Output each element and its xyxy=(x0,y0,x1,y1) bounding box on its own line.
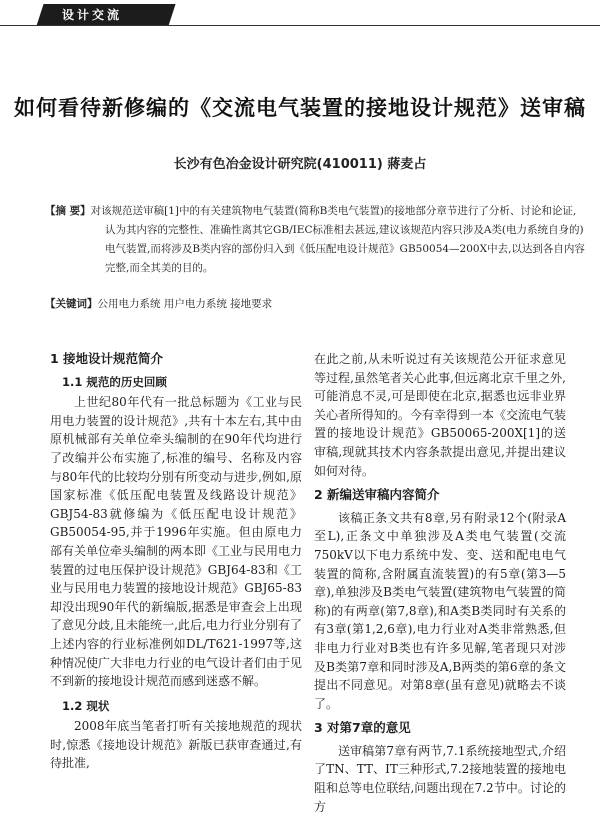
left-column xyxy=(50,350,302,779)
keywords-label: 【关键词】 xyxy=(45,298,98,310)
keywords-text: 公用电力系统 用户电力系统 接地要求 xyxy=(97,298,273,310)
abstract-text: 对该规范送审稿[1]中的有关建筑物电气装置(简称B类电气装置)的接地部分章节进行了分析、讨论和论证,认为其内容的完整性、准确性离其它GB/IEC标准相去甚远,建议该规范内容只涉及A类(电力系统自身的)电气装置,而将涉及B类内容的部份归入到《低压配电设计规范》GB50054—200X中去,以达到各自内容完整,而全其美的目的。 xyxy=(90,205,585,274)
right-column xyxy=(314,350,566,822)
paragraph: 上世纪80年代有一批总标题为《工业与民用电力装置的设计规范》,共有十本左右,其中由原机械部有关单位牵头编制的在90年代均进行了改编并公布实施了,标准的编号、名称及内容与80年代的比较均分别有所变动与进步,例如,原国家标准《低压配电装置及线路设计规范》GBJ54-83就修编为《低压配电设计规范》GB50054-95,并于1996年实施。但由原电力部有关单位牵头编制的两本即《工业与民用电力装置的过电压保护设计规范》GBJ64-83和《工业与民用电力装置的接地设计规范》GBJ65-83却没出现90年代的新编版,据悉是审查会上出现了意见分歧,且未能统一,此后,电力行业分别有了上述内容的行业标准例如DL/T621-1997等,这种情况使广大非电力行业的电气设计者们由于见不到新的接地设计规范而感到迷惑不解。 xyxy=(50,395,303,689)
abstract-label: 【摘 要】 xyxy=(45,205,91,217)
section-label: 设计交流 xyxy=(62,8,123,22)
paragraph: 在此之前,从未听说过有关该规范公开征求意见等过程,虽然笔者关心此事,但远离北京千里之外,可能消息不灵,可是即使在北京,据悉也远非业界关心者所得知的。今有幸得到一本《交流电气装置的接地设计规范》GB50065-200X[1]的送审稿,现就其技术内容条款提出意见,并提出建议如何对待。 xyxy=(314,352,567,478)
section-heading-2: 2 新编送审稿内容简介 xyxy=(314,487,440,503)
subsection-heading-1-1: 1.1 规范的历史回顾 xyxy=(62,374,167,389)
section-heading-3: 3 对第7章的意见 xyxy=(314,720,411,736)
header-rule xyxy=(0,25,600,26)
keywords-block xyxy=(45,296,585,311)
article-title: 如何看待新修编的《交流电气装置的接地设计规范》送审稿 xyxy=(14,95,586,120)
paragraph: 2008年底当笔者打听有关接地规范的现状时,惊悉《接地设计规范》新版已获审查通过,有待批准, xyxy=(50,719,302,771)
article-author: 长沙有色冶金设计研究院(410011) 蔣麦占 xyxy=(173,157,427,172)
subsection-heading-1-2: 1.2 现状 xyxy=(62,698,110,713)
paragraph: 送审稿第7章有两节,7.1系统接地型式,介绍了TN、TT、IT三种形式,7.2接地装置的接地电阻和总等电位联结,问题出现在7.2节中。讨论的方 xyxy=(314,743,566,814)
abstract-block xyxy=(45,202,585,278)
paragraph: 该稿正条文共有8章,另有附录12个(附录A至L),正条文中单独涉及A类电气装置(交流750kV以下电力系统中发、变、送和配电电气装置的简称,含附属直流装置)的有5章(第3—5章),单独涉及B类电气装置(建筑物电气装置的简称)的有两章(第7,8章),和A类B类同时有关系的有3章(第1,2,6章),电力行业对A类非常熟悉,但非电力行业对B类也有许多见解,笔者现只对涉及B类第7章和同时涉及A,B两类的第6章的条文提出不同意见。对第8章(虽有意见)就略去不谈了。 xyxy=(314,510,566,711)
section-heading-1: 1 接地设计规范简介 xyxy=(50,351,164,366)
